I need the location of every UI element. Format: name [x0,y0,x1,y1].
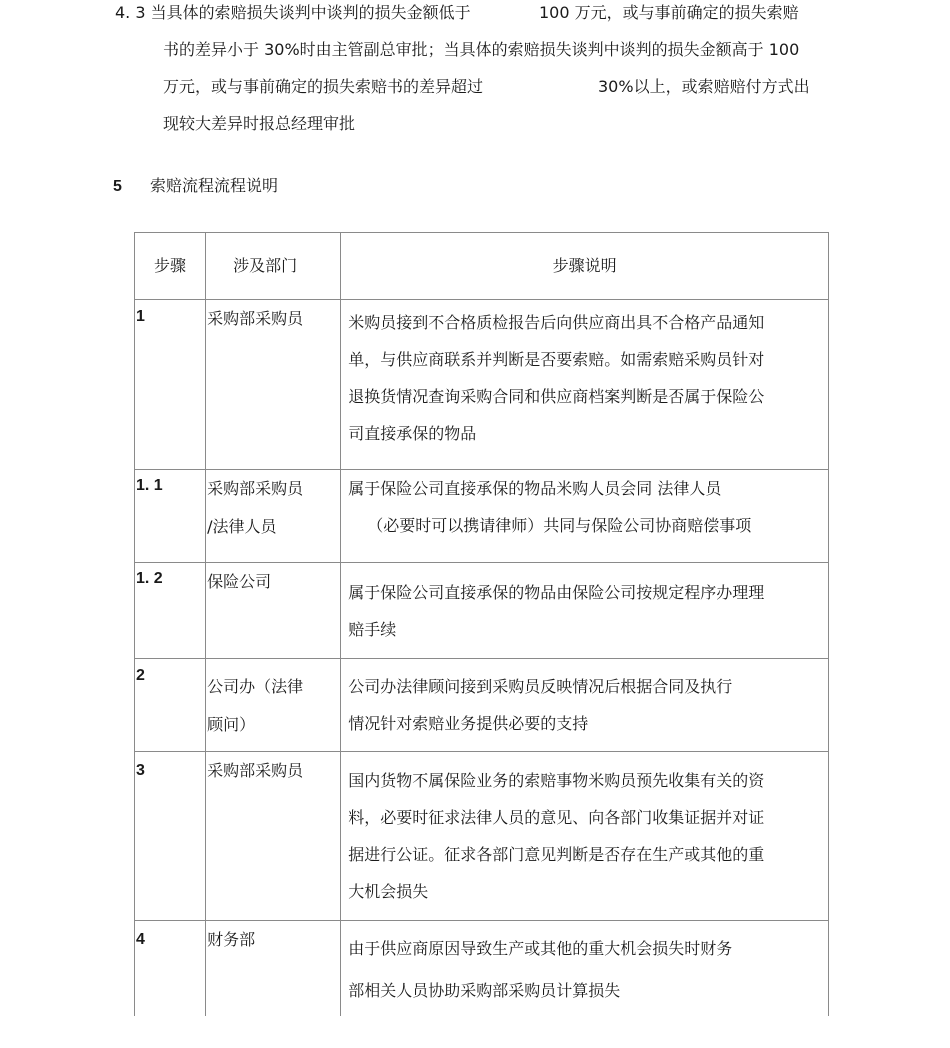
department-cell [206,300,341,470]
description-cell [341,659,829,752]
department-line: 采购部采购员 [207,479,304,498]
description-cell [341,470,829,563]
department-line: 公司办（法律 [207,677,304,696]
description-line: 据进行公证。征求各部门意见判断是否存在生产或其他的重 [348,845,765,864]
description-cell [341,563,829,659]
description-line: 属于保险公司直接承保的物品由保险公司按规定程序办理理 [348,583,765,602]
paragraph-line: 万元，或与事前确定的损失索赔书的差异超过 [163,77,484,96]
step-cell [135,300,206,470]
description-line: 赔手续 [348,620,397,639]
section-number: 5 [113,178,122,195]
paragraph-line: 现较大差异时报总经理审批 [163,114,356,133]
header-step: 步骤 [135,233,206,300]
paragraph-line: 30%以上，或索赔赔付方式出 [598,77,810,96]
table-row [135,470,829,563]
table-row [135,563,829,659]
description-cell [341,921,829,1016]
section-title: 索赔流程流程说明 [150,176,279,195]
claim-flow-table [134,232,829,1016]
description [341,300,828,452]
step-number: 3 [136,762,145,779]
table-row [135,659,829,752]
department-cell [206,563,341,659]
step-number: 1. 1 [136,477,163,494]
description-line: 大机会损失 [348,882,429,901]
step-cell [135,470,206,563]
description-line: 司直接承保的物品 [348,424,477,443]
department-cell [206,659,341,752]
paragraph-line: 书的差异小于 30%时由主管副总审批；当具体的索赔损失谈判中谈判的损失金额高于 100 [163,40,800,59]
department-cell [206,470,341,563]
department-line: 采购部采购员 [207,761,304,780]
description-line: 公司办法律顾问接到采购员反映情况后根据合同及执行 [348,677,733,696]
description [341,470,828,544]
department-line: /法律人员 [207,517,277,536]
description-line: 情况针对索赔业务提供必要的支持 [348,714,589,733]
description [341,659,828,742]
description-line: 退换货情况查询采购合同和供应商档案判断是否属于保险公 [348,387,765,406]
description-line: 单，与供应商联系并判断是否要索赔。如需索赔采购员针对 [348,350,765,369]
step-cell [135,921,206,1016]
paragraph-line: 100 万元，或与事前确定的损失索赔 [539,3,799,22]
department-line: 顾问） [207,715,256,734]
department-cell [206,921,341,1016]
table-row [135,300,829,470]
description [341,563,828,648]
description-line: 由于供应商原因导致生产或其他的重大机会损失时财务 [348,939,733,958]
step-cell [135,752,206,921]
table-row [135,752,829,921]
department-cell [206,752,341,921]
header-description: 步骤说明 [341,233,829,300]
step-cell [135,659,206,752]
description [341,752,828,910]
department-line: 采购部采购员 [207,309,304,328]
description-line: 米购员接到不合格质检报告后向供应商出具不合格产品通知 [348,313,765,332]
description-line: 属于保险公司直接承保的物品米购人员会同 法律人员 [348,479,722,498]
department-line: 保险公司 [207,572,272,591]
step-number: 2 [136,667,145,684]
description-line: 料，必要时征求法律人员的意见、向各部门收集证据并对证 [348,808,765,827]
step-number: 1. 2 [136,570,163,587]
table-row [135,921,829,1016]
description [341,921,828,1014]
section-heading [113,176,278,197]
description-line: （必要时可以携请律师）共同与保险公司协商赔偿事项 [367,516,752,535]
step-cell [135,563,206,659]
department-line: 财务部 [207,930,256,949]
header-department: 涉及部门 [206,233,341,300]
description-cell [341,752,829,921]
description-line: 部相关人员协助采购部采购员计算损失 [348,981,621,1000]
table-header-row [135,233,829,300]
step-number: 4 [136,931,145,948]
step-number: 1 [136,308,145,325]
description-cell [341,300,829,470]
paragraph-line: 4. 3 当具体的索赔损失谈判中谈判的损失金额低于 [115,3,471,22]
description-line: 国内货物不属保险业务的索赔事物米购员预先收集有关的资 [348,771,765,790]
